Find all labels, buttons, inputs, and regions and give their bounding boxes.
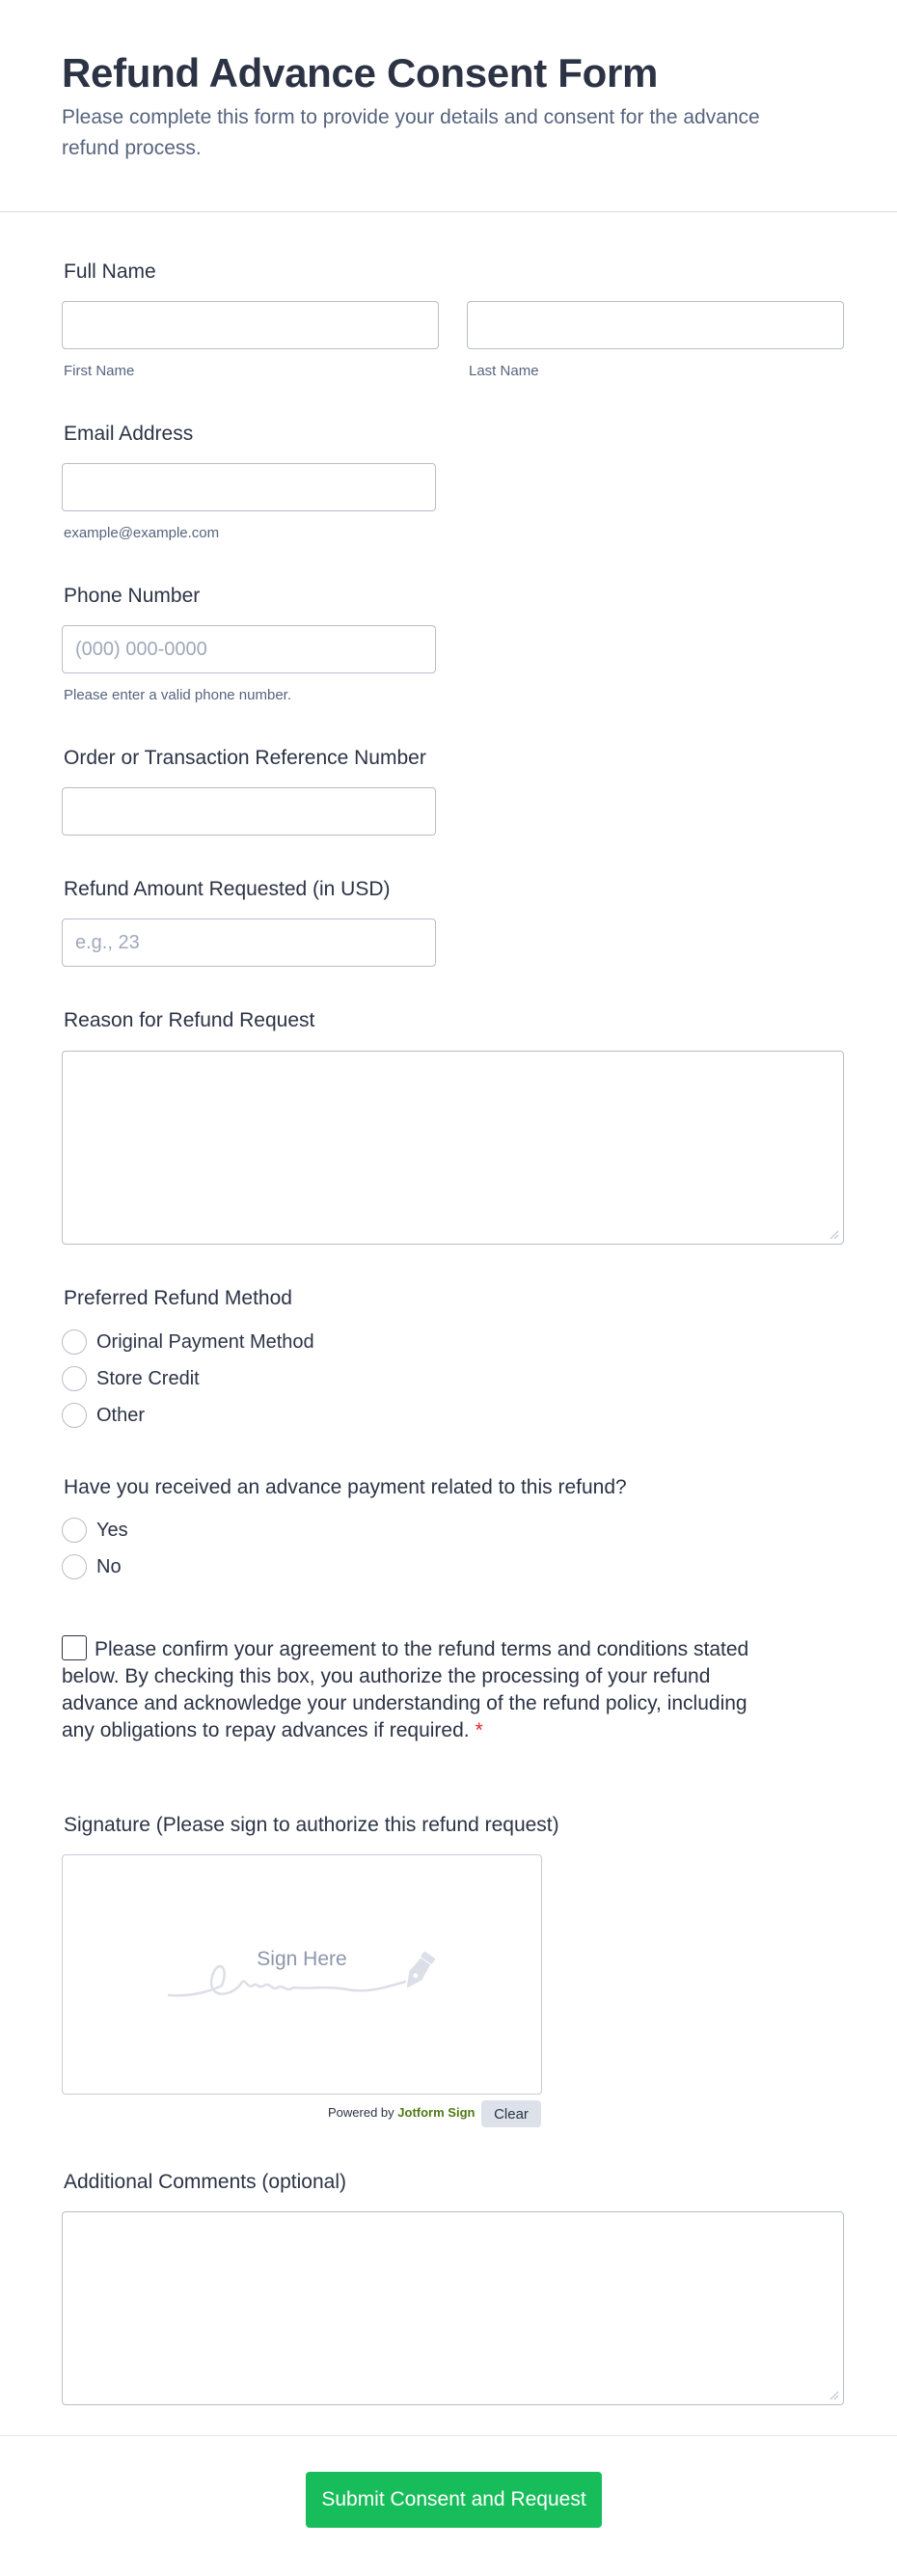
first-name-sublabel: First Name bbox=[64, 363, 135, 379]
footer-divider bbox=[0, 2435, 897, 2436]
radio-yes[interactable] bbox=[62, 1516, 128, 1545]
consent-block bbox=[62, 1635, 756, 1744]
first-name-input[interactable] bbox=[62, 301, 439, 349]
phone-sublabel: Please enter a valid phone number. bbox=[64, 687, 291, 703]
radio-circle-icon[interactable] bbox=[62, 1403, 87, 1428]
required-mark: * bbox=[475, 1719, 483, 1741]
radio-circle-icon[interactable] bbox=[62, 1329, 87, 1355]
radio-other[interactable] bbox=[62, 1401, 145, 1430]
reason-label: Reason for Refund Request bbox=[64, 1009, 315, 1031]
refund-amount-input[interactable] bbox=[62, 918, 436, 967]
radio-label: Original Payment Method bbox=[96, 1330, 314, 1353]
consent-checkbox[interactable] bbox=[62, 1635, 87, 1660]
phone-label: Phone Number bbox=[64, 585, 201, 607]
signature-scribble-icon bbox=[164, 1947, 444, 2024]
form-header bbox=[0, 0, 897, 212]
full-name-label: Full Name bbox=[64, 260, 156, 283]
order-ref-label: Order or Transaction Reference Number bbox=[64, 747, 426, 769]
powered-by-text: Powered by Jotform Sign bbox=[328, 2105, 476, 2120]
radio-store-credit[interactable] bbox=[62, 1364, 200, 1393]
signature-label: Signature (Please sign to authorize this refund request) bbox=[64, 1814, 559, 1836]
advance-payment-label: Have you received an advance payment related to this refund? bbox=[64, 1476, 627, 1498]
resize-grip-icon[interactable] bbox=[828, 1228, 839, 1240]
radio-label: Store Credit bbox=[96, 1367, 200, 1389]
radio-original-payment[interactable] bbox=[62, 1328, 314, 1357]
refund-amount-label: Refund Amount Requested (in USD) bbox=[64, 878, 391, 900]
radio-circle-icon[interactable] bbox=[62, 1366, 87, 1391]
comments-label: Additional Comments (optional) bbox=[64, 2171, 346, 2193]
radio-no[interactable] bbox=[62, 1552, 122, 1581]
consent-text: Please confirm your agreement to the refund terms and conditions stated below. By checking this box, you authorize the processing of your refund advance and acknowledge your understanding of the refund policy, including any obligations to repay advances if required. bbox=[62, 1638, 749, 1741]
reason-textarea[interactable] bbox=[62, 1051, 844, 1245]
radio-label: No bbox=[96, 1555, 122, 1577]
sign-here-placeholder: Sign Here bbox=[257, 1948, 347, 1970]
email-label: Email Address bbox=[64, 423, 194, 445]
order-ref-input[interactable] bbox=[62, 787, 436, 836]
email-sublabel: example@example.com bbox=[64, 525, 220, 541]
jotform-sign-brand: Jotform Sign bbox=[397, 2105, 476, 2120]
comments-textarea[interactable] bbox=[62, 2211, 844, 2405]
clear-signature-button[interactable]: Clear bbox=[481, 2100, 541, 2127]
radio-label: Yes bbox=[96, 1519, 128, 1541]
phone-input[interactable] bbox=[62, 625, 436, 673]
refund-method-label: Preferred Refund Method bbox=[64, 1287, 292, 1309]
email-input[interactable] bbox=[62, 463, 436, 511]
last-name-sublabel: Last Name bbox=[469, 363, 539, 379]
radio-circle-icon[interactable] bbox=[62, 1554, 87, 1579]
last-name-input[interactable] bbox=[467, 301, 844, 349]
resize-grip-icon[interactable] bbox=[828, 2389, 839, 2400]
radio-label: Other bbox=[96, 1404, 146, 1426]
submit-button[interactable]: Submit Consent and Request bbox=[306, 2472, 602, 2528]
form-subtitle: Please complete this form to provide your details and consent for the advance refund process. bbox=[62, 106, 760, 159]
form-title: Refund Advance Consent Form bbox=[62, 50, 659, 96]
radio-circle-icon[interactable] bbox=[62, 1518, 87, 1543]
signature-pad[interactable] bbox=[62, 1854, 542, 2095]
